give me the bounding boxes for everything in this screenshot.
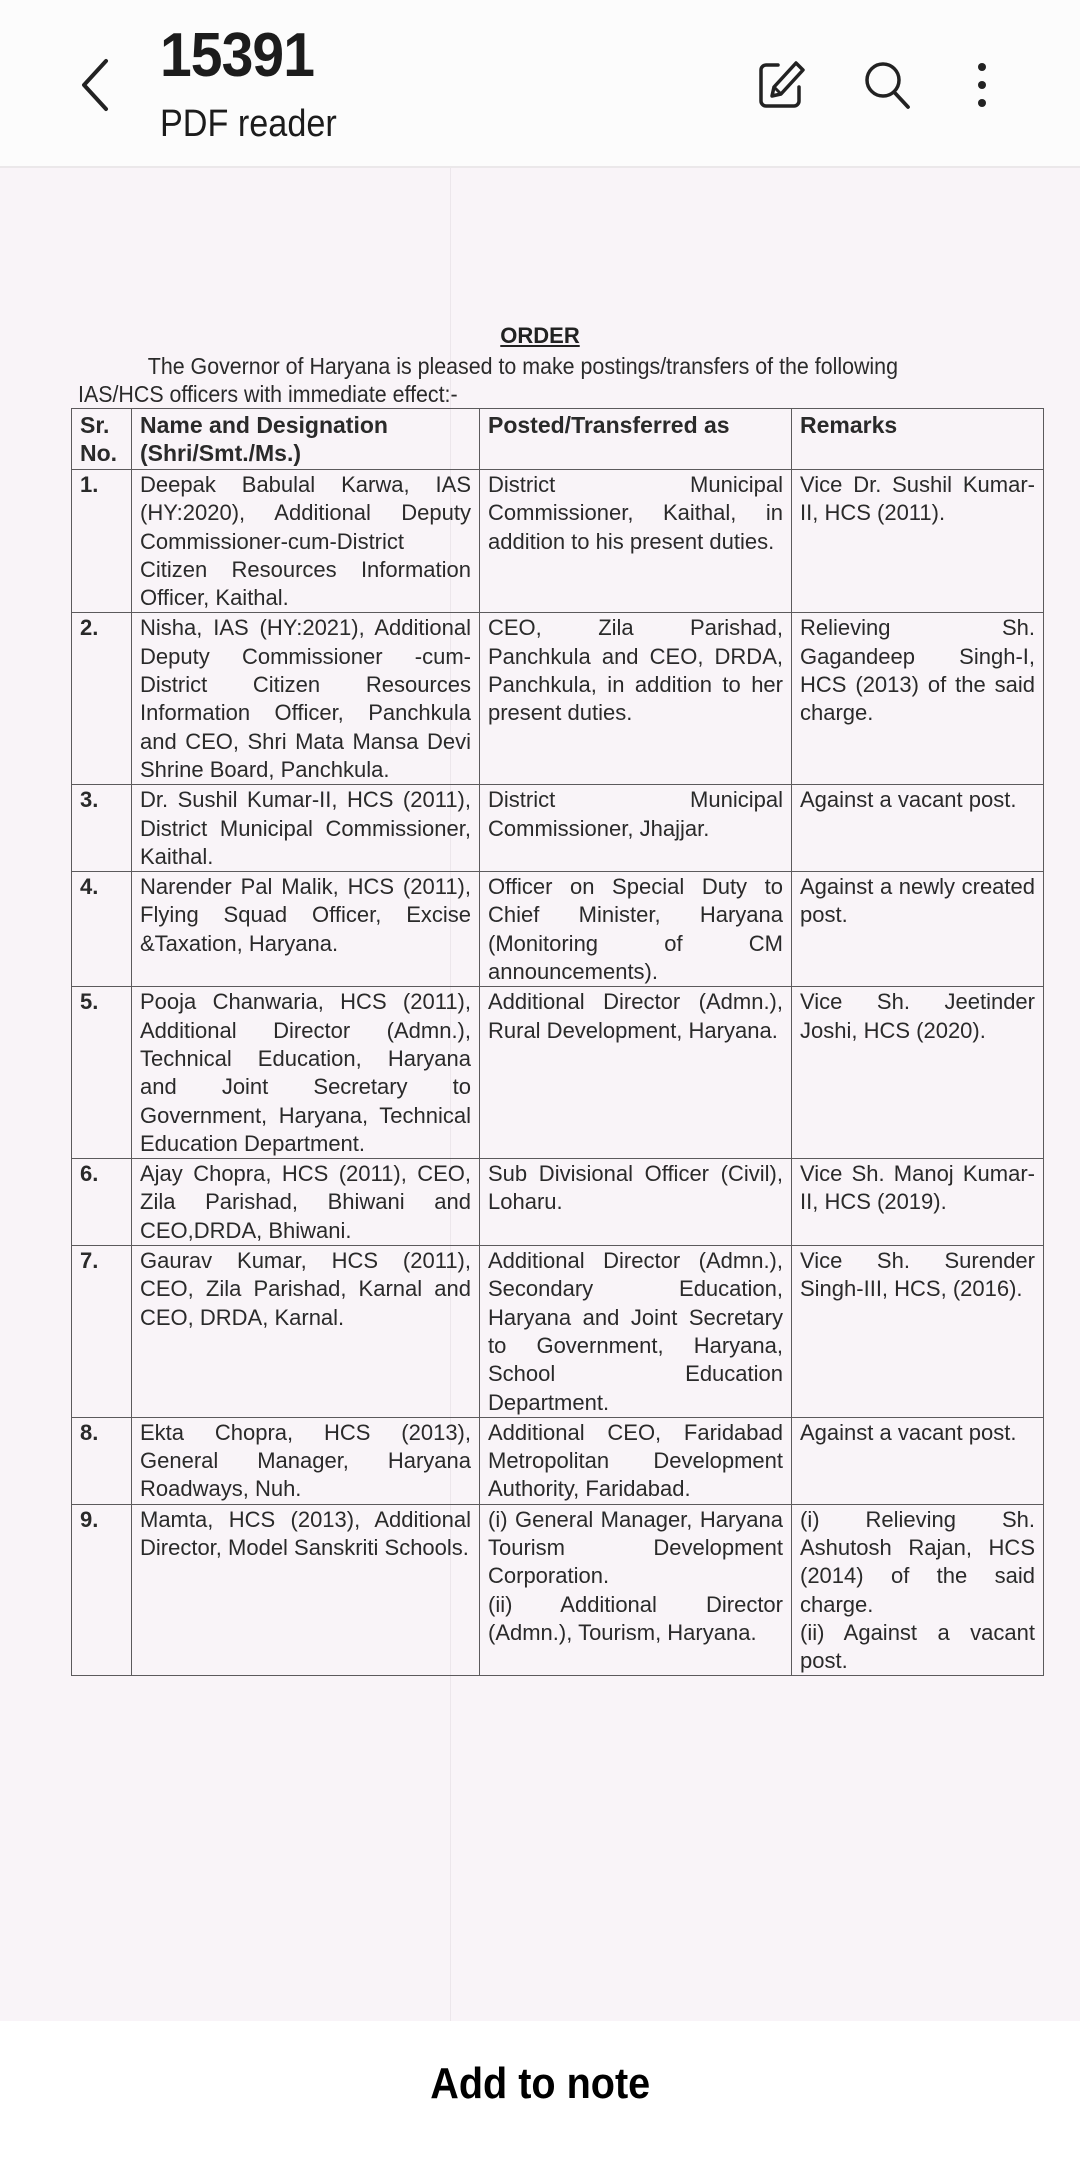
cell-remarks: Vice Dr. Sushil Kumar-II, HCS (2011).	[792, 470, 1044, 613]
cell-name-designation: Pooja Chanwaria, HCS (2011), Additional Director (Admn.), Technical Education, Haryana and Joint Secretary to Government, Haryana, Technical Education Department.	[132, 987, 480, 1159]
cell-remarks: Against a vacant post.	[792, 785, 1044, 872]
table-row	[72, 785, 1044, 872]
cell-name-designation: Deepak Babulal Karwa, IAS (HY:2020), Additional Deputy Commissioner-cum-District Citizen Resources Information Officer, Kaithal.	[132, 470, 480, 613]
table-row	[72, 1417, 1044, 1504]
table-row	[72, 987, 1044, 1159]
cell-sr-no: 1.	[72, 470, 132, 613]
cell-name-designation: Gaurav Kumar, HCS (2011), CEO, Zila Parishad, Karnal and CEO, DRDA, Karnal.	[132, 1246, 480, 1418]
cell-posted-as: Additional Director (Admn.), Rural Development, Haryana.	[480, 987, 792, 1159]
cell-posted-as: (i) General Manager, Haryana Tourism Development Corporation. (ii) Additional Director (Admn.), Tourism, Haryana.	[480, 1504, 792, 1676]
table-row	[72, 613, 1044, 785]
search-icon	[862, 59, 914, 111]
more-options-button[interactable]	[952, 55, 1012, 115]
cell-sr-no: 8.	[72, 1417, 132, 1504]
cell-sr-no: 6.	[72, 1159, 132, 1246]
cell-remarks: Vice Sh. Manoj Kumar-II, HCS (2019).	[792, 1159, 1044, 1246]
cell-sr-no: 9.	[72, 1504, 132, 1676]
cell-posted-as: District Municipal Commissioner, Jhajjar.	[480, 785, 792, 872]
cell-sr-no: 3.	[72, 785, 132, 872]
more-vertical-icon	[972, 59, 992, 111]
cell-remarks: Against a vacant post.	[792, 1417, 1044, 1504]
edit-note-button[interactable]	[752, 55, 812, 115]
table-header-row	[72, 409, 1044, 470]
add-to-note-button[interactable]: Add to note	[430, 2059, 650, 2108]
app-subtitle: PDF reader	[160, 103, 337, 145]
header-name-designation: Name and Designation (Shri/Smt./Ms.)	[132, 409, 480, 470]
cell-posted-as: Sub Divisional Officer (Civil), Loharu.	[480, 1159, 792, 1246]
cell-sr-no: 2.	[72, 613, 132, 785]
cell-posted-as: CEO, Zila Parishad, Panchkula and CEO, DRDA, Panchkula, in addition to her present duties.	[480, 613, 792, 785]
cell-name-designation: Ekta Chopra, HCS (2013), General Manager, Haryana Roadways, Nuh.	[132, 1417, 480, 1504]
document-title: 15391	[160, 21, 315, 90]
cell-posted-as: Officer on Special Duty to Chief Minister, Haryana (Monitoring of CM announcements).	[480, 872, 792, 987]
cell-posted-as: Additional Director (Admn.), Secondary Education, Haryana and Joint Secretary to Government, Haryana, School Education Department.	[480, 1246, 792, 1418]
cell-sr-no: 4.	[72, 872, 132, 987]
cell-name-designation: Mamta, HCS (2013), Additional Director, Model Sanskriti Schools.	[132, 1504, 480, 1676]
cell-name-designation: Ajay Chopra, HCS (2011), CEO, Zila Parishad, Bhiwani and CEO,DRDA, Bhiwani.	[132, 1159, 480, 1246]
back-chevron-icon	[78, 57, 112, 113]
cell-remarks: Vice Sh. Surender Singh-III, HCS, (2016).	[792, 1246, 1044, 1418]
header-sr-no: Sr. No.	[72, 409, 132, 470]
cell-name-designation: Dr. Sushil Kumar-II, HCS (2011), District Municipal Commissioner, Kaithal.	[132, 785, 480, 872]
cell-remarks: Vice Sh. Jeetinder Joshi, HCS (2020).	[792, 987, 1044, 1159]
edit-note-icon	[756, 59, 808, 111]
order-intro-text: The Governor of Haryana is pleased to make postings/transfers of the following IAS/HCS officers with immediate effect:-	[78, 353, 898, 407]
app-bar	[0, 0, 1080, 166]
back-button[interactable]	[70, 55, 120, 115]
header-remarks: Remarks	[792, 409, 1044, 470]
cell-remarks: Relieving Sh. Gagandeep Singh-I, HCS (2013) of the said charge.	[792, 613, 1044, 785]
cell-name-designation: Nisha, IAS (HY:2021), Additional Deputy Commissioner -cum- District Citizen Resources Information Officer, Panchkula and CEO, Shri Mata Mansa Devi Shrine Board, Panchkula.	[132, 613, 480, 785]
header-posted-as: Posted/Transferred as	[480, 409, 792, 470]
cell-sr-no: 7.	[72, 1246, 132, 1418]
bottom-action-bar	[0, 2021, 1080, 2169]
table-row	[72, 1246, 1044, 1418]
cell-remarks: Against a newly created post.	[792, 872, 1044, 987]
transfer-orders-table	[71, 408, 1044, 1676]
order-heading: ORDER	[500, 323, 580, 348]
cell-posted-as: District Municipal Commissioner, Kaithal, in addition to his present duties.	[480, 470, 792, 613]
table-row	[72, 872, 1044, 987]
cell-sr-no: 5.	[72, 987, 132, 1159]
table-row	[72, 470, 1044, 613]
cell-posted-as: Additional CEO, Faridabad Metropolitan Development Authority, Faridabad.	[480, 1417, 792, 1504]
pdf-page-viewer[interactable]	[0, 166, 1080, 2023]
cell-name-designation: Narender Pal Malik, HCS (2011), Flying Squad Officer, Excise &Taxation, Haryana.	[132, 872, 480, 987]
search-button[interactable]	[858, 55, 918, 115]
table-row	[72, 1159, 1044, 1246]
table-row	[72, 1504, 1044, 1676]
cell-remarks: (i) Relieving Sh. Ashutosh Rajan, HCS (2014) of the said charge. (ii) Against a vacant post.	[792, 1504, 1044, 1676]
